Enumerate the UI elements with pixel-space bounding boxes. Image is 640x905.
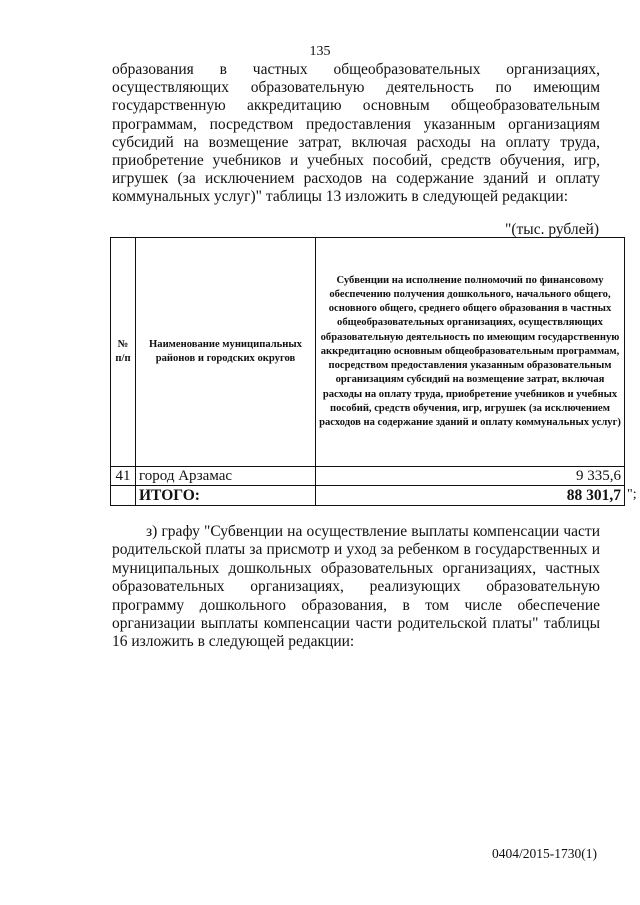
- document-code: 0404/2015-1730(1): [492, 846, 597, 861]
- table-total-row: [111, 486, 625, 506]
- closing-quote: ";: [627, 487, 637, 502]
- paragraph-item-z: з) графу "Субвенции на осуществление выплаты компенсации части родительской платы за присмотр и уход за ребенком в государственных и муниципальных дошкольных образовательных организациях, частных образовательных организациях, реализующих образовательную программу дошкольного образования, в том числе обеспечение организации выплаты компенсации части родительской платы" таблицы 16 изложить в следующей редакции:: [112, 523, 600, 651]
- header-number: № п/п: [111, 238, 136, 467]
- unit-note: "(тыс. рублей): [505, 221, 599, 238]
- row-value: 9 335,6: [316, 467, 625, 486]
- row-name: город Арзамас: [136, 467, 316, 486]
- page-number: 135: [309, 44, 331, 59]
- total-number-cell: [111, 486, 136, 506]
- table-row: [111, 467, 625, 486]
- table-header-row: [111, 238, 625, 467]
- header-subvention: Субвенции на исполнение полномочий по финансовому обеспечению получения дошкольного, начального общего, основного общего, среднего общего образования в частных общеобразовательных организациях, осуществляющих образовательную деятельность по имеющим государственную аккредитацию основным общеобразовательным программам, посредством предоставления указанным образовательным организациям субсидий на возмещение затрат, включая расходы на оплату труда, приобретение учебников и учебных пособий, средств обучения, игр, игрушек (за исключением расходов на содержание зданий и оплату коммунальных услуг): [316, 238, 625, 467]
- header-name: Наименование муниципальных районов и городских округов: [136, 238, 316, 467]
- subvention-table: [110, 237, 625, 506]
- row-number: 41: [111, 467, 136, 486]
- total-label: ИТОГО:: [136, 486, 316, 506]
- paragraph-intro: образования в частных общеобразовательных организациях, осуществляющих образовательную деятельность по имеющим государственную аккредитацию основным общеобразовательным программам, посредством предоставления указанным организациям субсидий на возмещение затрат, включая расходы на оплату труда, приобретение учебников и учебных пособий, средств обучения, игр, игрушек (за исключением расходов на содержание зданий и оплату коммунальных услуг)" таблицы 13 изложить в следующей редакции:: [112, 61, 600, 206]
- total-value: 88 301,7: [316, 486, 625, 506]
